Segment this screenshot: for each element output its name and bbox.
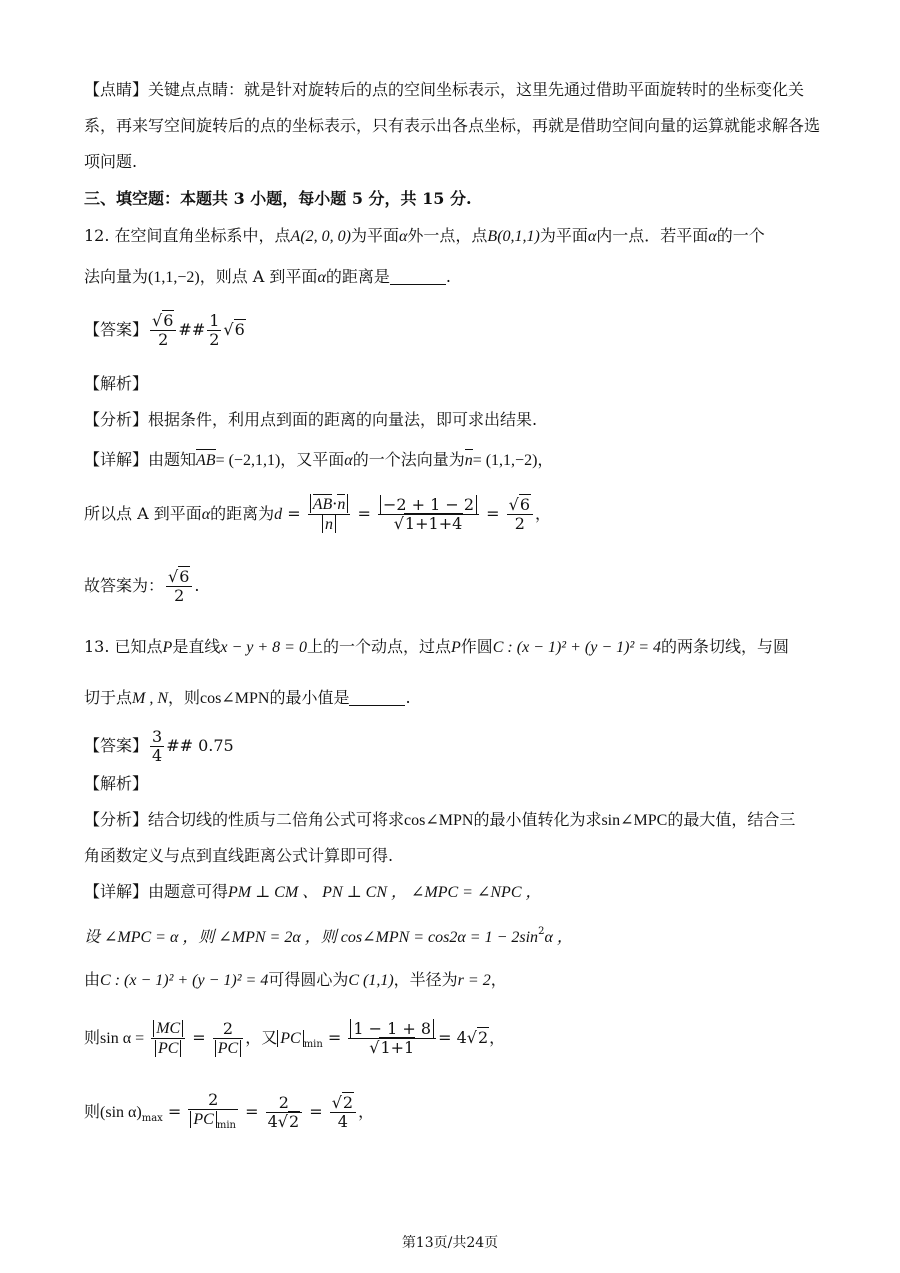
q12-final: 故答案为： $\frac{√6}{2}$ .	[84, 567, 200, 605]
q12-distance: 所以点 A 到平面α的距离为d = $\frac{AB\cdot n}{n}$ = $\frac{-2 + 1 - 2}{√1+1+4}$ = $\frac{√6}{2}$ ，	[84, 494, 552, 533]
q12-answer: 【答案】 $\frac{√6}{2}$ ## $\frac{1}{2}$ √6	[84, 311, 245, 349]
q12-fenxi: 【分析】根据条件，利用点到面的距离的向量法，即可求出结果.	[84, 410, 538, 429]
q13-xiangjie-4: 则sin α = $\frac{MC}{PC}$ = $\frac{2}{PC}$ ，又 PC $_{min}$ = $\frac{1 - 1 + 8}{√1+1}$ = 4√2，	[84, 1018, 506, 1057]
q12-line-1: 12. 在空间直角坐标系中，点A(2, 0, 0)为平面α外一点，点B(0,1,1)为平面α内一点．若平面α的一个	[84, 226, 765, 245]
answer-blank	[349, 705, 405, 706]
q12-xiangjie: 【详解】由题知AB= (−2,1,1)，又平面α的一个法向量为n= (1,1,−2)，	[84, 450, 554, 469]
q12-line-2: 法向量为(1,1,−2)，则点 A 到平面α的距离是 .	[84, 267, 451, 286]
note-line-2: 系，再来写空间旋转后的点的坐标表示，只有表示出各点坐标，再就是借助空间向量的运算就能求解各选	[84, 116, 821, 135]
note-line-1: 【点睛】关键点点睛：就是针对旋转后的点的空间坐标表示，这里先通过借助平面旋转时的坐标变化关	[84, 80, 805, 99]
q13-analysis-tag: 【解析】	[84, 774, 149, 793]
section-heading: 三、填空题：本题共 3 小题，每小题 5 分，共 15 分.	[84, 189, 472, 208]
q13-answer: 【答案】 $\frac{3}{4}$ ## 0.75	[84, 727, 234, 765]
q13-line-1: 13. 已知点P是直线x − y + 8 = 0上的一个动点，过点P作圆C : (x − 1)² + (y − 1)² = 4的两条切线，与圆	[84, 637, 790, 656]
q13-xiangjie-1: 【详解】由题意可得PM ⊥ CM 、 PN ⊥ CN ， ∠MPC = ∠NPC ，	[84, 882, 542, 901]
page-number: 第13页/共24页	[401, 1235, 499, 1251]
answer-blank	[390, 284, 446, 285]
q12-analysis-tag: 【解析】	[84, 374, 149, 393]
q13-fenxi-2: 角函数定义与点到直线距离公式计算即可得.	[84, 846, 394, 865]
q13-xiangjie-2: 设 ∠MPC = α ，则 ∠MPN = 2α ，则 cos∠MPN = $\cos 2\alpha = 1 - 2\sin^2\alpha$ ，	[84, 926, 573, 946]
q13-line-2: 切于点M , N，则cos∠MPN的最小值是 .	[84, 688, 411, 707]
q13-fenxi-1: 【分析】结合切线的性质与二倍角公式可将求cos∠MPN的最小值转化为求sin∠MPC的最大值，结合三	[84, 810, 796, 829]
q13-xiangjie-5: 则(sin $\alpha)_{max}$ = $\frac{2}{PC _{min}}$ = $\frac{2}{4√2}$ = $\frac{√2}{4}$ ，	[84, 1089, 375, 1131]
note-line-3: 项问题.	[84, 152, 138, 171]
q13-xiangjie-3: 由C : (x − 1)² + (y − 1)² = 4可得圆心为C (1,1)，半径为r = 2，	[84, 970, 507, 989]
